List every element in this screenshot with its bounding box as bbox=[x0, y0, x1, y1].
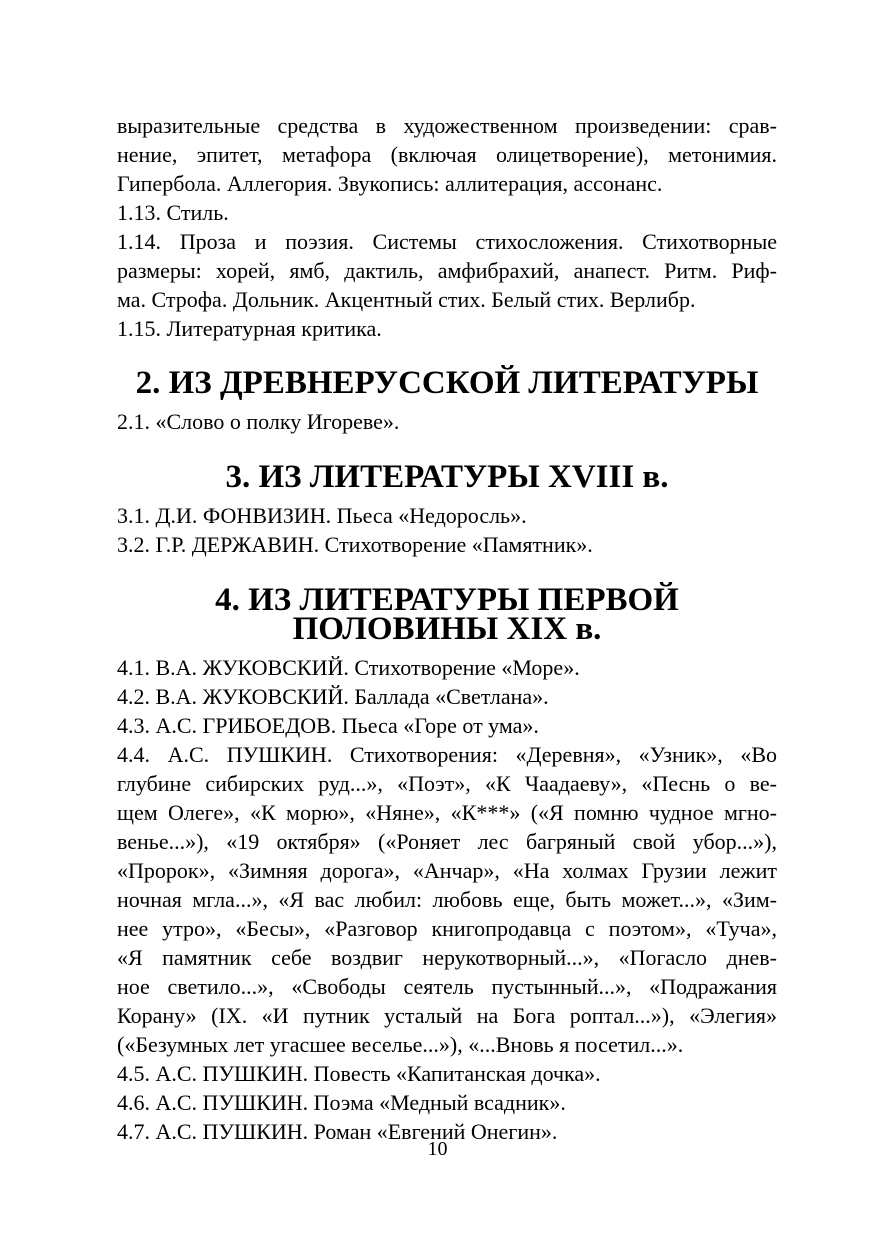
text-line: 4.4. А.С. ПУШКИН. Стихотворения: «Деревня», «Узник», «Во bbox=[117, 742, 777, 767]
text-line: «Я памятник себе воздвиг нерукотворный...», «Погасло днев- bbox=[117, 945, 777, 970]
list-item-4-6: 4.6. А.С. ПУШКИН. Поэма «Медный всадник». bbox=[117, 1090, 566, 1115]
text-line: ночная мгла...», «Я вас любил: любовь еще, быть может...», «Зим- bbox=[117, 887, 777, 912]
page-number: 10 bbox=[427, 1138, 448, 1160]
text-line: щем Олеге», «К морю», «Няне», «К***» («Я помню чудное мгно- bbox=[117, 800, 777, 825]
list-item-4-1: 4.1. В.А. ЖУКОВСКИЙ. Стихотворение «Море». bbox=[117, 655, 580, 680]
list-item-1-15: 1.15. Литературная критика. bbox=[117, 316, 382, 341]
list-item-4-5: 4.5. А.С. ПУШКИН. Повесть «Капитанская дочка». bbox=[117, 1061, 601, 1086]
intro-paragraph bbox=[117, 111, 777, 198]
text-line: нение, эпитет, метафора (включая олицетворение), метонимия. bbox=[117, 142, 777, 167]
section-2-heading: 2. ИЗ ДРЕВНЕРУССКОЙ ЛИТЕРАТУРЫ bbox=[135, 365, 759, 401]
list-item-3-1: 3.1. Д.И. ФОНВИЗИН. Пьеса «Недоросль». bbox=[117, 503, 527, 528]
list-item-4-7: 4.7. А.С. ПУШКИН. Роман «Евгений Онегин». bbox=[117, 1119, 558, 1144]
text-line: выразительные средства в художественном произведении: срав- bbox=[117, 113, 777, 138]
text-line: 1.14. Проза и поэзия. Системы стихосложения. Стихотворные bbox=[117, 229, 777, 254]
section-4-heading: 4. ИЗ ЛИТЕРАТУРЫ ПЕРВОЙ ПОЛОВИНЫ XIX в. bbox=[215, 582, 679, 647]
list-item-4-4 bbox=[117, 740, 777, 1059]
page-content bbox=[117, 111, 777, 1146]
text-line: нее утро», «Бесы», «Разговор книгопродавца с поэтом», «Туча», bbox=[117, 916, 777, 941]
list-item-4-2: 4.2. В.А. ЖУКОВСКИЙ. Баллада «Светлана». bbox=[117, 684, 549, 709]
text-line: «Пророк», «Зимняя дорога», «Анчар», «На холмах Грузии лежит bbox=[117, 858, 777, 883]
list-item-4-3: 4.3. А.С. ГРИБОЕДОВ. Пьеса «Горе от ума». bbox=[117, 713, 539, 738]
list-item-1-13: 1.13. Стиль. bbox=[117, 200, 229, 225]
list-item-1-14 bbox=[117, 227, 777, 314]
section-3-heading: 3. ИЗ ЛИТЕРАТУРЫ XVIII в. bbox=[225, 459, 669, 495]
text-line: («Безумных лет угасшее веселье...»), «...Вновь я посетил...». bbox=[117, 1032, 684, 1057]
text-line: размеры: хорей, ямб, дактиль, амфибрахий, анапест. Ритм. Риф- bbox=[117, 258, 777, 283]
text-line: глубине сибирских руд...», «Поэт», «К Чаадаеву», «Песнь о ве- bbox=[117, 771, 777, 796]
list-item-2-1: 2.1. «Слово о полку Игореве». bbox=[117, 409, 400, 434]
text-line: Корану» (IX. «И путник усталый на Бога роптал...»), «Элегия» bbox=[117, 1003, 777, 1028]
list-item-3-2: 3.2. Г.Р. ДЕРЖАВИН. Стихотворение «Памятник». bbox=[117, 532, 593, 557]
text-line: Гипербола. Аллегория. Звукопись: аллитерация, ассонанс. bbox=[117, 171, 663, 196]
text-line: ное светило...», «Свободы сеятель пустынный...», «Подражания bbox=[117, 974, 777, 999]
text-line: ма. Строфа. Дольник. Акцентный стих. Белый стих. Верлибр. bbox=[117, 287, 696, 312]
text-line: венье...»), «19 октября» («Роняет лес багряный свой убор...»), bbox=[117, 829, 777, 854]
